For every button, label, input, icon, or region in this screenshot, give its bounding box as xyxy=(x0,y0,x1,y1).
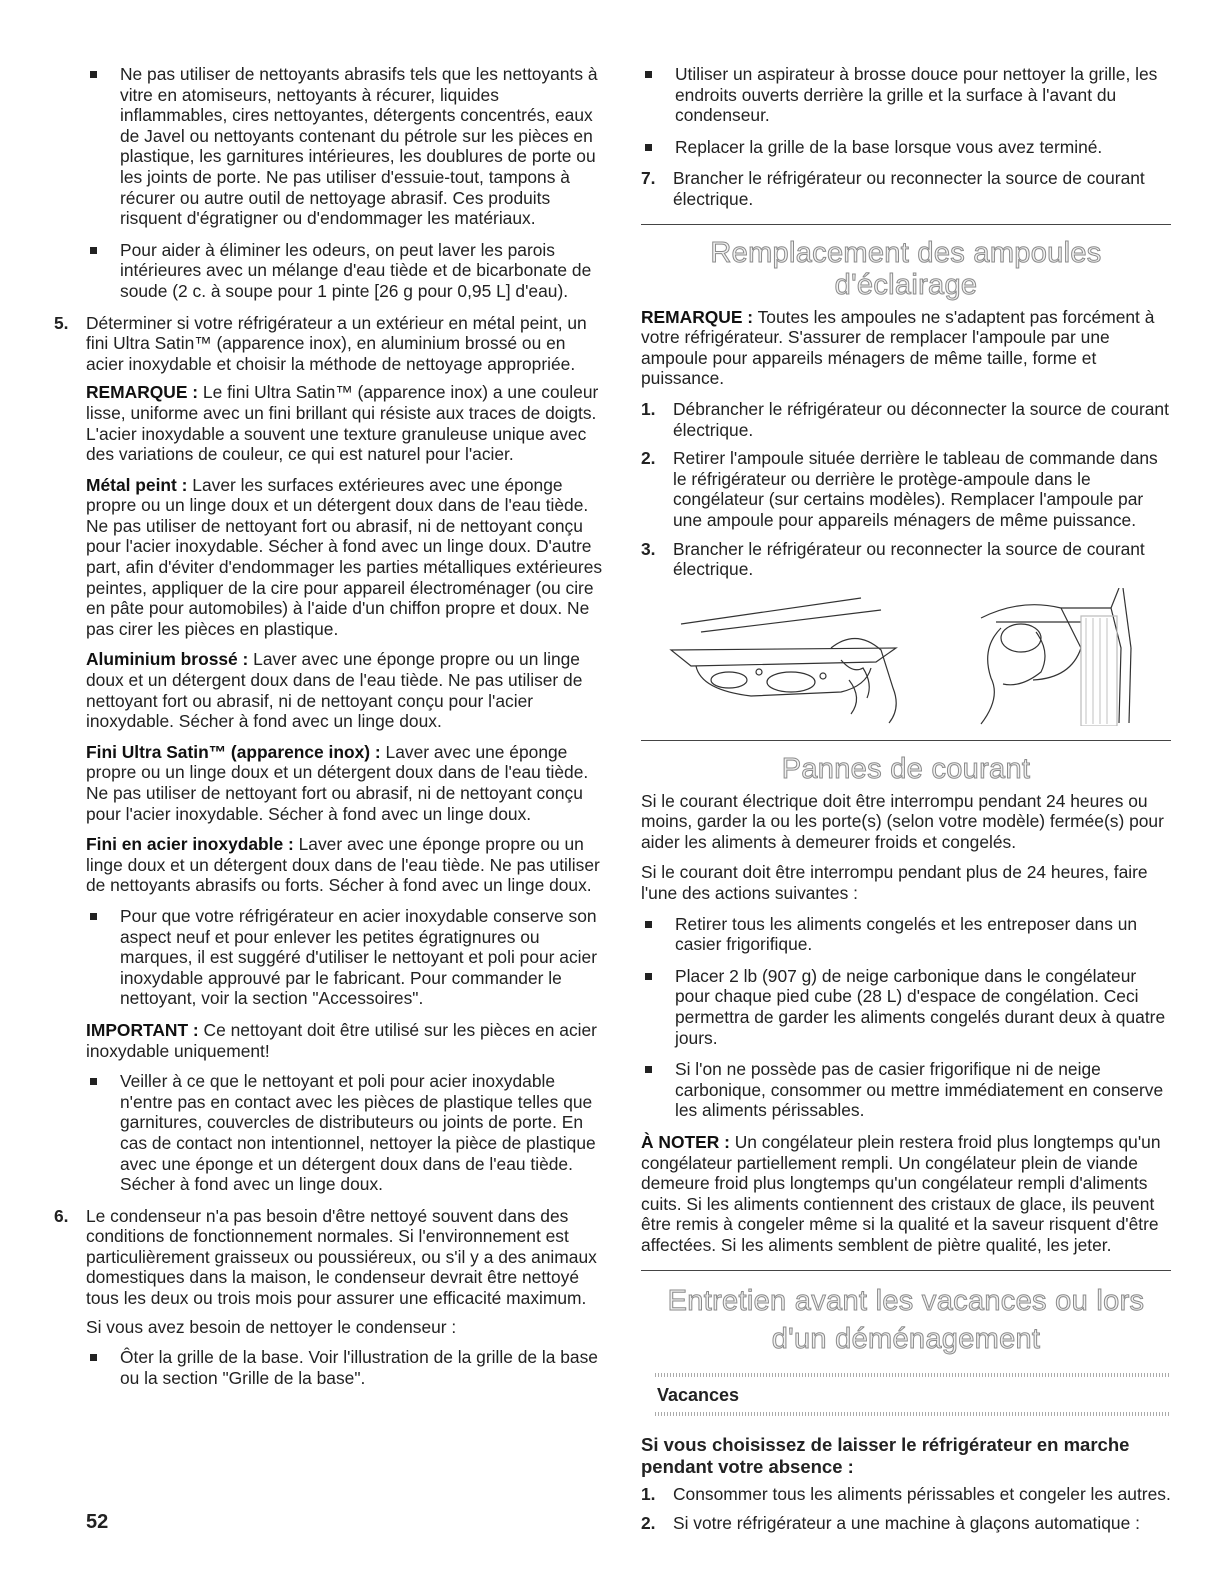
bulb-replacement-illustration xyxy=(641,588,1171,726)
step-number: 1. xyxy=(641,398,656,419)
important-label: IMPORTANT : xyxy=(86,1019,199,1040)
step-number: 2. xyxy=(641,1512,656,1533)
vacation-step-1 xyxy=(641,1484,1171,1505)
brushed-aluminum-paragraph xyxy=(86,649,606,731)
step-text: Débrancher le réfrigérateur ou déconnecter la source de courant électrique. xyxy=(673,398,1169,440)
step-6 xyxy=(54,1206,606,1309)
important-text: Ce nettoyant doit être utilisé sur les pièces en acier inoxydable uniquement! xyxy=(86,1019,597,1061)
note-text: Toutes les ampoules ne s'adaptent pas forcément à votre réfrigérateur. S'assurer de remplacer l'ampoule par une ampoule pour appareils ménagers de même taille, forme et puissance. xyxy=(641,306,1155,389)
outage-paragraph-2: Si le courant doit être interrompu pendant plus de 24 heures, faire l'une des actions suivantes : xyxy=(641,862,1148,904)
stainless-text: Laver avec une éponge propre ou un linge doux et un détergent doux dans de l'eau tiède. Ne pas utiliser de nettoyants abrasifs ou forts. Sécher à fond avec un linge doux. xyxy=(86,834,600,896)
step-number: 7. xyxy=(641,168,656,189)
note-text: Un congélateur plein restera froid plus longtemps qu'un congélateur partiellement rempli. Un congélateur plein de viande demeure froid plus longtemps qu'un congélateur rempli d'aliments cuits. Si les aliments contiennent des cristaux de glace, ils peuvent être remis à congeler même si la qualité et la saveur risquent d'être affectées. Si les aliments semblent de piètre qualité, les jeter. xyxy=(641,1132,1161,1255)
note-label: REMARQUE : xyxy=(641,306,754,327)
list-item xyxy=(86,1347,606,1388)
bullet-text: Si l'on ne possède pas de casier frigorifique ni de neige carbonique, consommer ou mettre immédiatement en conserve les aliments périssables. xyxy=(675,1059,1164,1121)
note-paragraph xyxy=(641,307,1171,389)
ultra-satin-text: Laver avec une éponge propre ou un linge doux et un détergent doux dans de l'eau tiède. Ne pas utiliser de nettoyant fort ou abrasif, ni de nettoyant conçu pour l'acier inoxydable. Sécher à fond avec un linge doux. xyxy=(86,741,589,824)
ultra-satin-label: Fini Ultra Satin™ (apparence inox) : xyxy=(86,741,381,762)
list-item xyxy=(641,64,1171,126)
list-item xyxy=(641,137,1171,158)
note-paragraph xyxy=(86,382,606,464)
painted-metal-text: Laver les surfaces extérieures avec une éponge propre ou un linge doux et un détergent doux dans de l'eau tiède. Ne pas utiliser de nettoyant fort ou abrasif, ni de nettoyant conçu pour l'acier inoxydable. Sécher à fond avec un linge doux. D'autre part, afin d'éviter d'endommager les parties métalliques extérieures peintes, appliquer de la cire pour appareil électroménager (ou cire en pâte pour automobiles) à l'aide d'un chiffon propre et doux. Ne pas cirer les pièces en plastique. xyxy=(86,474,603,639)
subheading-vacation: Vacances xyxy=(657,1384,740,1405)
ultra-satin-paragraph xyxy=(86,742,606,824)
note-paragraph xyxy=(641,1132,1171,1256)
step-number: 3. xyxy=(641,538,656,559)
painted-metal-paragraph xyxy=(86,475,606,640)
section-divider xyxy=(641,1270,1171,1271)
bullet-text: Retirer tous les aliments congelés et les entreposer dans un casier frigorifique. xyxy=(675,913,1138,955)
list-item xyxy=(641,914,1171,955)
bold-heading: Si vous choisissez de laisser le réfrigérateur en marche pendant votre absence : xyxy=(641,1434,1130,1478)
condenser-intro: Si vous avez besoin de nettoyer le condenseur : xyxy=(86,1316,457,1337)
step-number: 6. xyxy=(54,1205,69,1226)
section-heading-vacation-line-1: Entretien avant les vacances ou lors xyxy=(667,1284,1145,1317)
note-text: Le fini Ultra Satin™ (apparence inox) a une couleur lisse, uniforme avec un fini brillant qui résiste aux traces de doigts. L'acier inoxydable a souvent une texture granuleuse unique avec des variations de couleur, ce qui est naturel pour l'acier. xyxy=(86,382,599,465)
note-label: REMARQUE : xyxy=(86,382,199,403)
subhead-rule-bottom xyxy=(655,1412,1171,1416)
step-7 xyxy=(641,168,1171,209)
list-item xyxy=(86,906,606,1009)
list-item xyxy=(641,1059,1171,1121)
bullet-text: Ôter la grille de la base. Voir l'illustration de la grille de la base ou la section "Grille de la base". xyxy=(120,1347,598,1388)
bullet-text: Pour aider à éliminer les odeurs, on peut laver les parois intérieures avec un mélange d'eau tiède et de bicarbonate de soude (2 c. à soupe pour 1 pinte [26 g pour 0,95 L] d'eau). xyxy=(120,239,592,301)
bulb-step-3 xyxy=(641,539,1171,580)
bullet-text: Placer 2 lb (907 g) de neige carbonique dans le congélateur pour chaque pied cube (28 L) d'espace de congélation. Ceci permettra de garder les aliments congelés durant deux à quatre jours. xyxy=(675,965,1166,1048)
note-label: À NOTER : xyxy=(641,1132,730,1152)
list-item xyxy=(641,966,1171,1048)
bullet-text: Ne pas utiliser de nettoyants abrasifs tels que les nettoyants à vitre en atomiseurs, nettoyants à récurer, liquides inflammables, cires nettoyantes, détergents concentrés, eaux de Javel ou nettoyants contenant du pétrole sur les pièces en plastique, les garnitures intérieures, les doublures de porte ou les joints de porte. Ne pas utiliser d'essuie-tout, tampons à récurer ou autre outil de nettoyage abrasif. Ces produits risquent d'égratigner ou d'endommager les matériaux. xyxy=(120,64,598,229)
page-number: 52 xyxy=(86,1511,109,1533)
step-number: 1. xyxy=(641,1484,656,1505)
stainless-label: Fini en acier inoxydable : xyxy=(86,834,294,855)
step-text: Le condenseur n'a pas besoin d'être nettoyé souvent dans des conditions de fonctionnement normales. Si l'environnement est particulièrement graisseux ou poussiéreux, ou s'il y a des animaux domestiques dans la maison, le condenseur devrait être nettoyé tous les deux ou trois mois pour assurer une efficacité maximum. xyxy=(86,1205,597,1309)
brushed-aluminum-label: Aluminium brossé : xyxy=(86,649,249,670)
left-column xyxy=(54,64,606,1399)
outage-paragraph-1: Si le courant électrique doit être interrompu pendant 24 heures ou moins, garder la ou les porte(s) (selon votre modèle) fermée(s) pour aider les aliments à demeurer froids et congelés. xyxy=(641,790,1164,852)
section-heading-power-outages: Pannes de courant xyxy=(781,752,1031,785)
section-heading-light-bulbs: Remplacement des ampoules d'éclairage xyxy=(710,236,1102,301)
section-divider xyxy=(641,740,1171,741)
section-heading-vacation-line-2: d'un déménagement xyxy=(771,1322,1041,1355)
bullet-text: Utiliser un aspirateur à brosse douce pour nettoyer la grille, les endroits ouverts derrière la grille et la surface à l'avant du condenseur. xyxy=(675,64,1158,126)
step-text: Brancher le réfrigérateur ou reconnecter la source de courant électrique. xyxy=(673,168,1145,209)
list-item xyxy=(86,64,606,229)
brushed-aluminum-text: Laver avec une éponge propre ou un linge doux et un détergent doux dans de l'eau tiède. Ne pas utiliser de nettoyant fort ou abrasif, ni de nettoyant conçu pour l'acier inoxydable. Sécher à fond avec un linge doux. xyxy=(86,649,583,732)
bullet-text: Replacer la grille de la base lorsque vous avez terminé. xyxy=(675,136,1103,157)
step-5 xyxy=(54,313,606,375)
list-item xyxy=(86,240,606,302)
step-text: Si votre réfrigérateur a une machine à glaçons automatique : xyxy=(673,1512,1140,1533)
step-text: Retirer l'ampoule située derrière le tableau de commande dans le réfrigérateur ou derrière le protège-ampoule dans le congélateur (sur certains modèles). Remplacer l'ampoule par une ampoule pour appareils ménagers de même puissance. xyxy=(673,448,1158,530)
stainless-paragraph xyxy=(86,834,606,896)
bulb-step-1 xyxy=(641,399,1171,440)
step-number: 2. xyxy=(641,448,656,469)
bullet-text: Veiller à ce que le nettoyant et poli pour acier inoxydable n'entre pas en contact avec les pièces de plastique telles que garnitures, couvercles de distributeurs ou joints de porte. En cas de contact non intentionnel, nettoyer la pièce de plastique avec une éponge et un détergent doux dans de l'eau tiède. Sécher à fond avec un linge doux. xyxy=(120,1071,596,1195)
list-item xyxy=(86,1071,606,1195)
bulb-illustration xyxy=(641,588,1171,726)
step-text: Déterminer si votre réfrigérateur a un extérieur en métal peint, un fini Ultra Satin™ (apparence inox), en aluminium brossé ou en acier inoxydable et choisir la méthode de nettoyage appropriée. xyxy=(86,312,587,374)
right-column xyxy=(641,64,1171,1541)
step-text: Consommer tous les aliments périssables et congeler les autres. xyxy=(673,1484,1171,1505)
vacation-step-2 xyxy=(641,1513,1171,1534)
step-text: Brancher le réfrigérateur ou reconnecter la source de courant électrique. xyxy=(673,538,1145,580)
section-divider xyxy=(641,224,1171,225)
bullet-text: Pour que votre réfrigérateur en acier inoxydable conserve son aspect neuf et pour enlever les petites égratignures ou marques, il est suggéré d'utiliser le nettoyant et poli pour acier inoxydable approuvé par le fabricant. Pour commander le nettoyant, voir la section "Accessoires". xyxy=(120,905,597,1009)
painted-metal-label: Métal peint : xyxy=(86,474,188,495)
bulb-step-2 xyxy=(641,448,1171,530)
step-number: 5. xyxy=(54,312,69,333)
important-paragraph xyxy=(86,1020,606,1061)
